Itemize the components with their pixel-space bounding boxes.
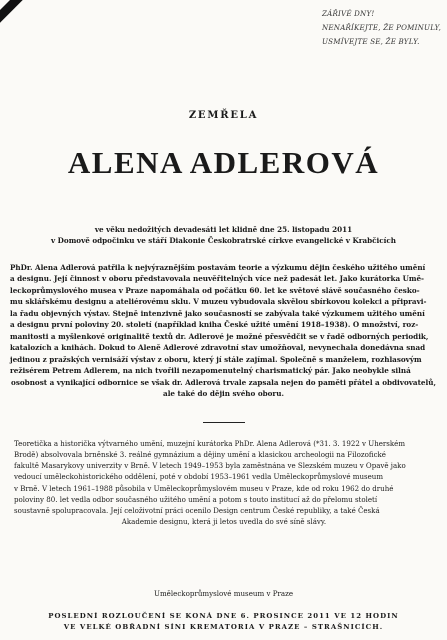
heading: ZEMŘELA — [188, 110, 259, 121]
bio-line: leckoprůmyslového musea v Praze napomáhala od počátku 60. let ke světové slávě současného česko- — [10, 285, 420, 295]
funeral-notice — [0, 611, 447, 634]
bio-line: mu sklářskému designu a ateliérovému sklu. V muzeu vybudovala skvělou sbírkovou kolekci a připravi- — [10, 297, 427, 307]
mourning-band — [0, 0, 87, 34]
career-paragraph — [14, 438, 434, 527]
career-line: Teoretička a historička výtvarného umění, muzejní kurátorka PhDr. Alena Adlerová (*31. 3. 1922 v Uherském — [14, 439, 406, 448]
bio-line: PhDr. Alena Adlerová patřila k nejvýraznějším postavám teorie a výzkumu dějin českého užitého umění — [10, 263, 426, 272]
bio-line: la řadu objevných výstav. Stejně intenzivně jako současností se zabývala také výzkumem užitého umění — [10, 308, 425, 318]
epigraph-line: ZÁŘIVÉ DNY! — [322, 9, 375, 18]
career-line: poloviny 80. let vedla odbor současného užitého umění a potom s touto institucí až do přelomu století — [14, 494, 378, 504]
epigraph-line: NENAŘÍKEJTE, ŽE POMINULY, — [322, 23, 442, 33]
funeral-notice-line: VE VELKÉ OBŘADNÍ SÍNI KREMATORIA V PRAZE – STRAŠNICÍCH. — [63, 623, 384, 632]
biography-paragraph — [10, 262, 437, 399]
career-line: v Brně. V letech 1961–1988 působila v Uměleckoprůmyslovém museu v Praze, kde od roku 1962 do druhé — [14, 483, 394, 493]
career-line: soustavně spolupracovala. Její celoživotní práci ocenilo Design centrum České republiky, a také Česká — [14, 505, 380, 515]
funeral-notice-line: POSLEDNÍ ROZLOUČENÍ SE KONÁ DNE 6. PROSINCE 2011 VE 12 HODIN — [48, 612, 399, 620]
career-last-line: Akademie designu, která ji letos uvedla do své síně slávy. — [121, 517, 327, 527]
bio-line: režisérem Petrem Adlerem, na nich tvořili nezapomenutelný charismatický pár. Jako neobyklе silná — [10, 366, 411, 376]
museum-signature: Uměleckoprůmyslové museum v Praze — [153, 589, 294, 598]
career-line: vedoucí uměleckohistorického oddělení, poté v období 1953–1961 vedla Uměleckoprůmyslové museum — [14, 472, 384, 482]
announcement — [0, 224, 447, 246]
bio-line: osobnost a vynikající odbornice se však dr. Adlerová trvale zapsala nejen do paměti přátel a obdivovatelů, — [11, 377, 436, 387]
bio-line: katalozích a knihách. Dokud to Aleně Adlerové zdravotní stav umožňoval, nevynechala donedávna snad — [10, 343, 426, 353]
career-line: Brodě) absolvovala brněnské 3. reálné gymnázium a dějiny umění a klasickou archeologii na Filozofické — [14, 450, 386, 460]
bio-line: manitosti a myšlenkové originalitě textů dr. Adlerové je možné přesvědčit se v řadě odborných periodik, — [10, 331, 429, 341]
epigraph-line: USMÍVEJTE SE, ŽE BYLY. — [322, 37, 420, 47]
career-line: fakultě Masarykovy univerzity v Brně. V letech 1949–1953 byla zaměstnána ve Slezském muzeu v Opavě jako — [14, 461, 406, 471]
divider — [203, 422, 245, 423]
deceased-name: ALENA ADLEROVÁ — [67, 145, 380, 180]
bio-line: a designu první poloviny 20. století (například kniha České užité umění 1918–1938). O množství, roz- — [10, 320, 419, 330]
epigraph — [322, 7, 444, 50]
bio-line: a designu. Její činnost v oboru představovala neuvěřitelných více než padesát let. Jako kurátorka Umě- — [10, 274, 425, 284]
bio-line: jedinou z pražských vernisáží výstav z oboru, který jí stále zajímal. Společně s manželem, rozhlasovým — [10, 354, 422, 364]
bio-last-line: ale také do dějin svého oboru. — [163, 388, 284, 398]
announcement-line: v Domově odpočinku ve stáří Diakonie Českobratrské církve evangelické v Krabčicích — [50, 236, 396, 246]
announcement-line: ve věku nedožitých devadesáti let klidně dne 25. listopadu 2011 — [94, 225, 353, 234]
